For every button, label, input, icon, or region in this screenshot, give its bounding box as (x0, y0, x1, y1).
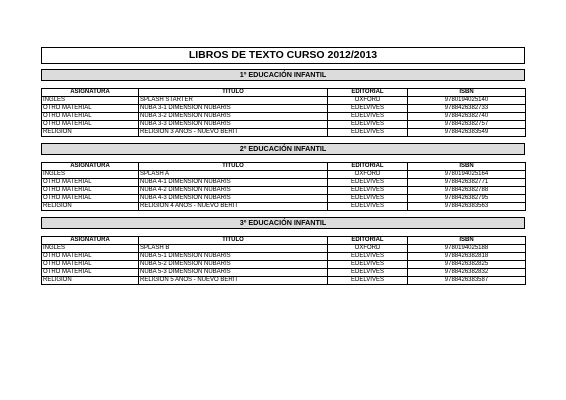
cell-isbn: 9788426382740 (408, 113, 526, 121)
cell-subject: RELIGIÓN (42, 277, 139, 285)
cell-isbn: 9788426382818 (408, 253, 526, 261)
cell-title: NUBA 4-3 DIMENSIÓN NUBARIS (139, 195, 328, 203)
cell-isbn: 9788426383587 (408, 277, 526, 285)
cell-subject: INGLÉS (42, 171, 139, 179)
cell-isbn: 9780194025188 (408, 245, 526, 253)
table-row (42, 121, 526, 129)
cell-title: NUBA 3-2 DIMENSIÓN NUBARIS (139, 113, 328, 121)
cell-subject: OTRO MATERIAL (42, 187, 139, 195)
cell-editorial: EDELVIVES (328, 179, 408, 187)
cell-isbn: 9788426382733 (408, 105, 526, 113)
cell-subject: INGLÉS (42, 245, 139, 253)
header-subject: ASIGNATURA (42, 163, 139, 171)
table-row (42, 113, 526, 121)
cell-title: NUBA 3-1 DIMENSIÓN NUBARIS (139, 105, 328, 113)
section-title: 1º EDUCACIÓN INFANTIL (41, 69, 525, 81)
table-row (42, 105, 526, 113)
books-table (41, 236, 526, 285)
header-isbn: ISBN (408, 237, 526, 245)
header-isbn: ISBN (408, 163, 526, 171)
table-row (42, 203, 526, 211)
header-title: TÍTULO (139, 237, 328, 245)
header-isbn: ISBN (408, 89, 526, 97)
table-row (42, 261, 526, 269)
sections-container (41, 69, 525, 285)
cell-editorial: EDELVIVES (328, 187, 408, 195)
cell-editorial: EDELVIVES (328, 203, 408, 211)
table-row (42, 253, 526, 261)
cell-title: SPLASH A (139, 171, 328, 179)
header-title: TÍTULO (139, 89, 328, 97)
cell-isbn: 9788426383549 (408, 129, 526, 137)
cell-isbn: 9788426382771 (408, 179, 526, 187)
cell-title: NUBA 5-2 DIMENSIÓN NUBARIS (139, 261, 328, 269)
cell-isbn: 9788426382788 (408, 187, 526, 195)
header-editorial: EDITORIAL (328, 89, 408, 97)
cell-title: NUBA 4-2 DIMENSIÓN NUBARIS (139, 187, 328, 195)
cell-title: NUBA 5-3 DIMENSIÓN NUBARIS (139, 269, 328, 277)
page-title: LIBROS DE TEXTO CURSO 2012/2013 (41, 47, 525, 64)
cell-editorial: OXFORD (328, 171, 408, 179)
cell-subject: OTRO MATERIAL (42, 261, 139, 269)
cell-editorial: EDELVIVES (328, 269, 408, 277)
cell-isbn: 9788426382757 (408, 121, 526, 129)
table-header-row (42, 237, 526, 245)
table-header-row (42, 163, 526, 171)
course-section (41, 69, 525, 137)
table-row (42, 97, 526, 105)
cell-subject: RELIGIÓN (42, 203, 139, 211)
cell-subject: RELIGIÓN (42, 129, 139, 137)
cell-title: RELIGIÓN 3 AÑOS - NUEVO BERIT (139, 129, 328, 137)
table-row (42, 187, 526, 195)
header-subject: ASIGNATURA (42, 237, 139, 245)
cell-title: RELIGIÓN 5 AÑOS - NUEVO BERIT (139, 277, 328, 285)
cell-isbn: 9788426382825 (408, 261, 526, 269)
cell-subject: OTRO MATERIAL (42, 179, 139, 187)
header-editorial: EDITORIAL (328, 237, 408, 245)
cell-isbn: 9788426382795 (408, 195, 526, 203)
cell-editorial: EDELVIVES (328, 277, 408, 285)
cell-editorial: EDELVIVES (328, 253, 408, 261)
cell-isbn: 9788426383563 (408, 203, 526, 211)
cell-editorial: EDELVIVES (328, 113, 408, 121)
cell-title: NUBA 3-3 DIMENSIÓN NUBARIS (139, 121, 328, 129)
cell-isbn: 9788426382832 (408, 269, 526, 277)
cell-title: NUBA 4-1 DIMENSIÓN NUBARIS (139, 179, 328, 187)
table-header-row (42, 89, 526, 97)
cell-title: SPLASH B (139, 245, 328, 253)
table-row (42, 245, 526, 253)
table-row (42, 195, 526, 203)
cell-editorial: OXFORD (328, 97, 408, 105)
table-row (42, 269, 526, 277)
cell-title: RELIGIÓN 4 AÑOS - NUEVO BERIT (139, 203, 328, 211)
cell-subject: OTRO MATERIAL (42, 113, 139, 121)
table-row (42, 129, 526, 137)
header-title: TÍTULO (139, 163, 328, 171)
course-section (41, 217, 525, 285)
books-table (41, 88, 526, 137)
cell-isbn: 9780194025164 (408, 171, 526, 179)
cell-subject: OTRO MATERIAL (42, 105, 139, 113)
cell-subject: OTRO MATERIAL (42, 253, 139, 261)
table-row (42, 179, 526, 187)
cell-subject: OTRO MATERIAL (42, 195, 139, 203)
cell-title: SPLASH STARTER (139, 97, 328, 105)
course-section (41, 143, 525, 211)
table-row (42, 277, 526, 285)
table-row (42, 171, 526, 179)
cell-subject: INGLÉS (42, 97, 139, 105)
header-subject: ASIGNATURA (42, 89, 139, 97)
textbook-list (41, 47, 525, 285)
header-editorial: EDITORIAL (328, 163, 408, 171)
cell-title: NUBA 5-1 DIMENSIÓN NUBARIS (139, 253, 328, 261)
cell-editorial: EDELVIVES (328, 129, 408, 137)
section-title: 3º EDUCACIÓN INFANTIL (41, 217, 525, 229)
cell-editorial: EDELVIVES (328, 261, 408, 269)
cell-editorial: EDELVIVES (328, 105, 408, 113)
cell-subject: OTRO MATERIAL (42, 269, 139, 277)
cell-editorial: EDELVIVES (328, 195, 408, 203)
section-title: 2º EDUCACIÓN INFANTIL (41, 143, 525, 155)
cell-editorial: EDELVIVES (328, 121, 408, 129)
cell-subject: OTRO MATERIAL (42, 121, 139, 129)
cell-editorial: OXFORD (328, 245, 408, 253)
cell-isbn: 9780194025140 (408, 97, 526, 105)
books-table (41, 162, 526, 211)
